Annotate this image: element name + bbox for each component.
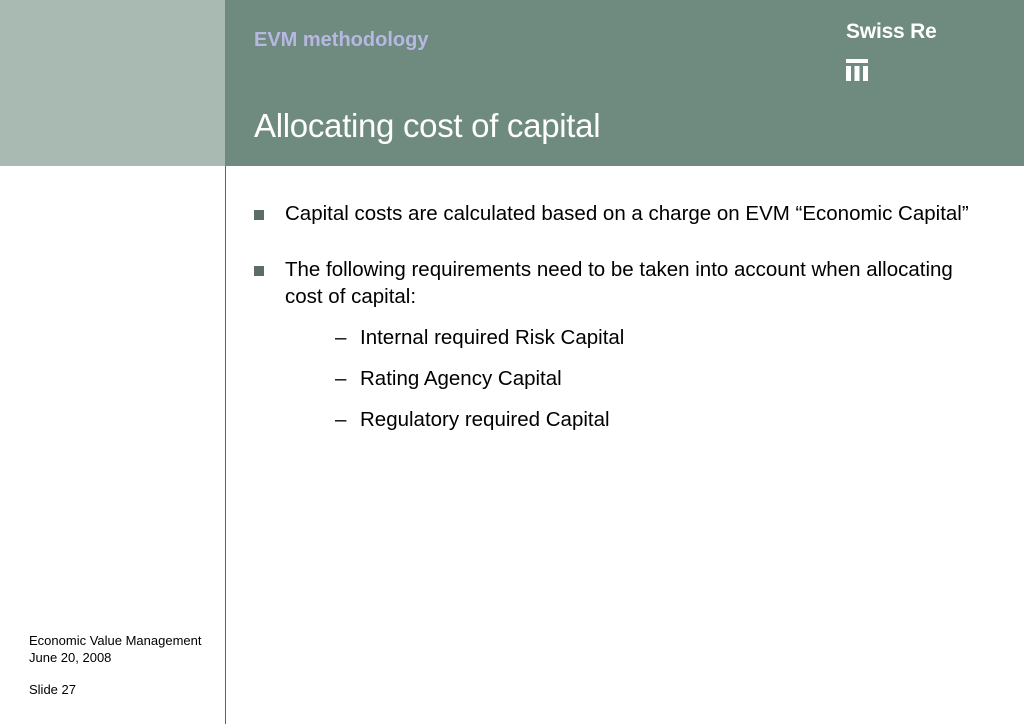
slide-title: Allocating cost of capital — [254, 107, 601, 144]
sub-item-text: Regulatory required Capital — [360, 408, 610, 431]
square-bullet-icon — [254, 210, 264, 220]
sub-list-item — [285, 324, 984, 351]
left-header-band — [0, 0, 225, 166]
section-label: EVM methodology — [254, 29, 429, 51]
bullet-text: The following requirements need to be taken into account when allocating cost of capital: — [285, 258, 953, 308]
slide-content — [254, 200, 984, 447]
bullet-text: Capital costs are calculated based on a charge on EVM “Economic Capital” — [285, 202, 969, 225]
dash-marker: – — [335, 367, 347, 390]
bullet-item — [254, 200, 984, 227]
footer-date: June 20, 2008 — [29, 650, 112, 665]
swiss-re-logo-icon — [846, 59, 870, 81]
brand-name: Swiss Re — [846, 20, 937, 43]
footer-presentation-name: Economic Value Management — [29, 633, 202, 648]
sub-item-text: Rating Agency Capital — [360, 367, 562, 390]
dash-marker: – — [335, 326, 347, 349]
bullet-item — [254, 256, 984, 433]
footer — [29, 632, 201, 698]
sub-list — [285, 324, 984, 433]
sub-item-text: Internal required Risk Capital — [360, 326, 625, 349]
sub-list-item — [285, 365, 984, 392]
dash-marker: – — [335, 408, 347, 431]
vertical-divider — [225, 166, 226, 724]
sub-list-item — [285, 406, 984, 433]
slide-number: Slide 27 — [29, 682, 76, 697]
square-bullet-icon — [254, 266, 264, 276]
